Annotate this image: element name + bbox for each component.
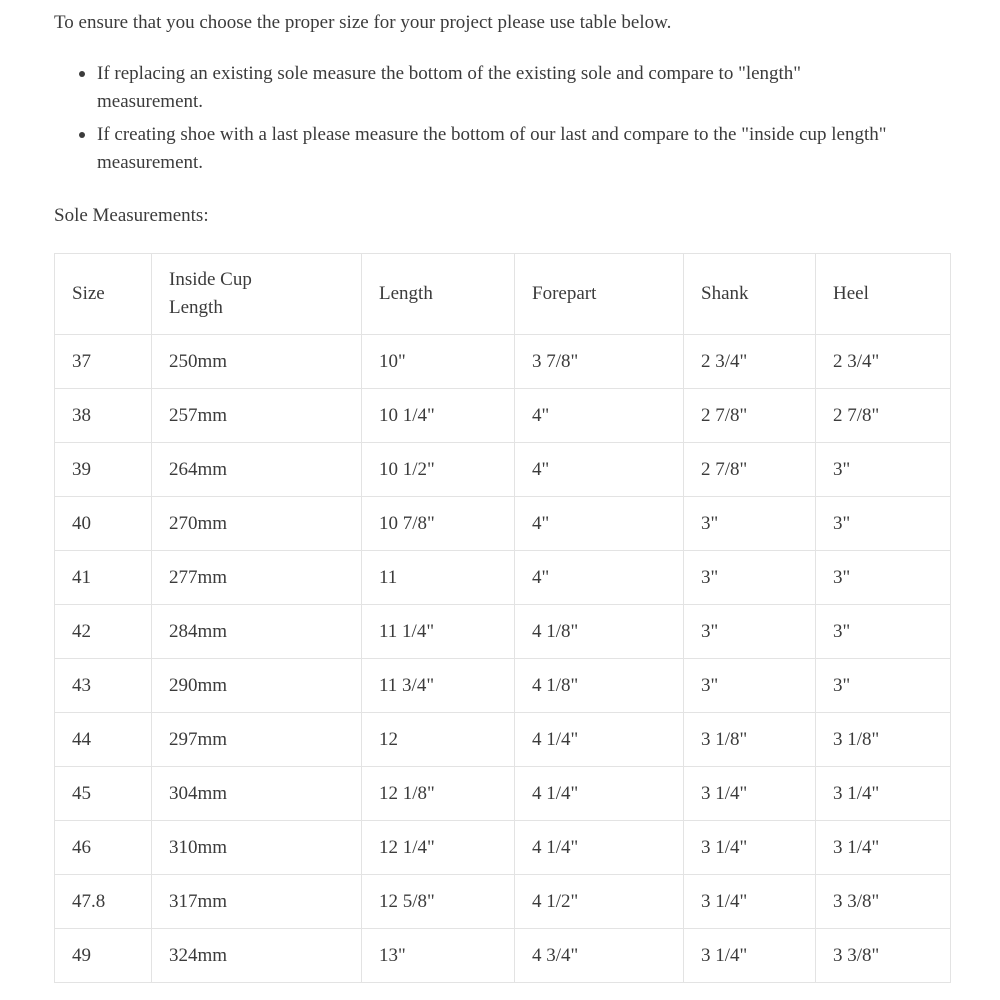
cell-forepart: 4" xyxy=(515,389,684,443)
table-row xyxy=(55,713,951,767)
cell-length: 10 1/4" xyxy=(362,389,515,443)
cell-size: 41 xyxy=(55,551,152,605)
cell-forepart: 4 1/4" xyxy=(515,821,684,875)
table-row xyxy=(55,389,951,443)
cell-heel: 3 1/4" xyxy=(816,767,951,821)
instruction-replacing-sole: If replacing an existing sole measure the bottom of the existing sole and compare to "length" measurement. xyxy=(97,60,949,116)
cell-shank: 3 1/4" xyxy=(684,821,816,875)
cell-size: 46 xyxy=(55,821,152,875)
cell-heel: 3" xyxy=(816,443,951,497)
cell-forepart: 4" xyxy=(515,551,684,605)
table-row xyxy=(55,497,951,551)
header-heel: Heel xyxy=(816,254,951,335)
cell-size: 39 xyxy=(55,443,152,497)
cell-heel: 3 1/4" xyxy=(816,821,951,875)
cell-shank: 3 1/4" xyxy=(684,875,816,929)
cell-forepart: 4 3/4" xyxy=(515,929,684,983)
cell-length: 11 1/4" xyxy=(362,605,515,659)
cell-inside-cup-length: 297mm xyxy=(152,713,362,767)
cell-size: 49 xyxy=(55,929,152,983)
table-row xyxy=(55,335,951,389)
cell-inside-cup-length: 250mm xyxy=(152,335,362,389)
cell-inside-cup-length: 270mm xyxy=(152,497,362,551)
table-row xyxy=(55,605,951,659)
table-row xyxy=(55,875,951,929)
intro-text: To ensure that you choose the proper size for your project please use table below. xyxy=(54,12,672,33)
instructions-list xyxy=(54,60,949,177)
header-size: Size xyxy=(55,254,152,335)
cell-inside-cup-length: 324mm xyxy=(152,929,362,983)
cell-heel: 3" xyxy=(816,551,951,605)
table-header-row xyxy=(55,254,951,335)
cell-heel: 3 3/8" xyxy=(816,929,951,983)
cell-shank: 2 7/8" xyxy=(684,443,816,497)
cell-length: 10 7/8" xyxy=(362,497,515,551)
table-row xyxy=(55,929,951,983)
cell-size: 40 xyxy=(55,497,152,551)
header-length: Length xyxy=(362,254,515,335)
cell-length: 12 1/4" xyxy=(362,821,515,875)
table-row xyxy=(55,659,951,713)
cell-inside-cup-length: 317mm xyxy=(152,875,362,929)
table-row xyxy=(55,821,951,875)
cell-shank: 3" xyxy=(684,659,816,713)
cell-size: 47.8 xyxy=(55,875,152,929)
cell-length: 13" xyxy=(362,929,515,983)
cell-shank: 2 3/4" xyxy=(684,335,816,389)
cell-shank: 3 1/4" xyxy=(684,929,816,983)
cell-heel: 3" xyxy=(816,497,951,551)
cell-length: 12 xyxy=(362,713,515,767)
cell-shank: 3 1/4" xyxy=(684,767,816,821)
section-label: Sole Measurements: xyxy=(54,205,209,226)
cell-inside-cup-length: 304mm xyxy=(152,767,362,821)
cell-forepart: 4" xyxy=(515,497,684,551)
cell-size: 43 xyxy=(55,659,152,713)
cell-heel: 2 3/4" xyxy=(816,335,951,389)
header-inside-cup-length: Inside Cup Length xyxy=(152,254,362,335)
table-row xyxy=(55,443,951,497)
sole-measurements-table xyxy=(54,253,951,983)
cell-forepart: 4 1/4" xyxy=(515,713,684,767)
cell-forepart: 4 1/4" xyxy=(515,767,684,821)
table-row xyxy=(55,767,951,821)
cell-heel: 2 7/8" xyxy=(816,389,951,443)
instruction-creating-with-last: If creating shoe with a last please measure the bottom of our last and compare to the "inside cup length" measurement. xyxy=(97,121,949,177)
cell-length: 10" xyxy=(362,335,515,389)
table-body xyxy=(55,335,951,983)
cell-forepart: 4" xyxy=(515,443,684,497)
cell-inside-cup-length: 264mm xyxy=(152,443,362,497)
cell-heel: 3 3/8" xyxy=(816,875,951,929)
cell-inside-cup-length: 310mm xyxy=(152,821,362,875)
cell-inside-cup-length: 277mm xyxy=(152,551,362,605)
cell-shank: 3" xyxy=(684,551,816,605)
header-shank: Shank xyxy=(684,254,816,335)
cell-length: 12 5/8" xyxy=(362,875,515,929)
size-guide xyxy=(54,0,949,229)
cell-length: 10 1/2" xyxy=(362,443,515,497)
cell-forepart: 3 7/8" xyxy=(515,335,684,389)
cell-length: 12 1/8" xyxy=(362,767,515,821)
cell-length: 11 3/4" xyxy=(362,659,515,713)
cell-shank: 3" xyxy=(684,497,816,551)
cell-inside-cup-length: 290mm xyxy=(152,659,362,713)
cell-size: 42 xyxy=(55,605,152,659)
cell-inside-cup-length: 284mm xyxy=(152,605,362,659)
cell-heel: 3 1/8" xyxy=(816,713,951,767)
header-forepart: Forepart xyxy=(515,254,684,335)
cell-length: 11 xyxy=(362,551,515,605)
table-row xyxy=(55,551,951,605)
cell-shank: 3" xyxy=(684,605,816,659)
cell-heel: 3" xyxy=(816,605,951,659)
cell-heel: 3" xyxy=(816,659,951,713)
cell-forepart: 4 1/2" xyxy=(515,875,684,929)
cell-forepart: 4 1/8" xyxy=(515,659,684,713)
cell-size: 37 xyxy=(55,335,152,389)
cell-inside-cup-length: 257mm xyxy=(152,389,362,443)
cell-forepart: 4 1/8" xyxy=(515,605,684,659)
cell-size: 38 xyxy=(55,389,152,443)
cell-shank: 3 1/8" xyxy=(684,713,816,767)
cell-size: 45 xyxy=(55,767,152,821)
cell-shank: 2 7/8" xyxy=(684,389,816,443)
cell-size: 44 xyxy=(55,713,152,767)
